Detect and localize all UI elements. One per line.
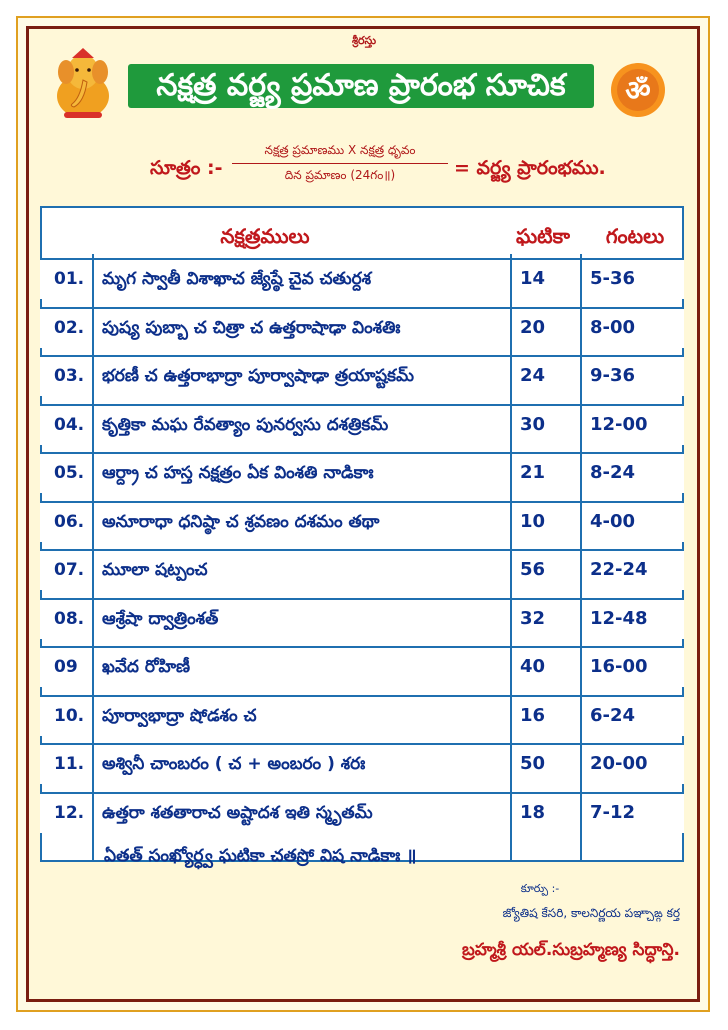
table-row — [40, 598, 684, 639]
row-nakshatra-verse: మూలా షట్పంచ — [102, 560, 208, 580]
row-nakshatra-verse: కృత్తికా మఘ రేవత్యాం పునర్వసు దశత్రికమ్ — [102, 414, 389, 435]
row-nakshatra-verse: ఆశ్రేషా ద్వాత్రింశత్ — [102, 608, 219, 629]
row-ghatika: 50 — [520, 753, 546, 774]
row-number: 03. — [54, 366, 85, 386]
row-nakshatra-verse: భరణీ చ ఉత్తరాభాద్రా పూర్వాషాఢా త్రయాష్టకమ్ — [102, 366, 414, 386]
svg-text:ॐ: ॐ — [625, 74, 651, 107]
row-nakshatra-verse: మృగ స్వాతీ విశాఖాచ జ్యేష్ఠే చైవ చతుర్దశ — [102, 269, 372, 289]
row-ghatika: 40 — [520, 656, 546, 677]
table-row — [40, 646, 684, 687]
row-nakshatra-verse: ఆర్ద్రా చ హస్త నక్షత్రం ఏక వింశతి నాడికాః — [102, 463, 374, 483]
row-number: 08. — [54, 608, 85, 629]
table-row — [40, 743, 684, 784]
table-row — [40, 792, 684, 833]
column-divider — [510, 254, 512, 860]
table-row — [40, 452, 684, 493]
table-row — [40, 549, 684, 590]
row-nakshatra-verse: అశ్వినీ చాంబరం ( చ + అంబరం ) శరః — [102, 754, 366, 774]
header-hours: గంటలు — [605, 224, 665, 248]
formula-label: సూత్రం :- — [150, 157, 223, 179]
row-nakshatra-verse: అనూరాధా ధనిష్ఠా చ శ్రవణం దశమం తథా — [102, 511, 380, 532]
row-ghatika: 18 — [520, 801, 546, 823]
page-title: నక్షత్ర వర్జ్య ప్రమాణ ప్రారంభ సూచిక — [128, 64, 594, 108]
row-number: 09 — [54, 657, 78, 677]
row-ghatika: 10 — [520, 510, 546, 532]
row-ghatika: 14 — [520, 268, 546, 289]
row-number: 10. — [54, 705, 85, 726]
header-ghatika: ఘటికా — [516, 224, 570, 248]
formula-denominator: దిన ప్రమాణం (24గం॥) — [284, 168, 396, 182]
row-number: 11. — [54, 754, 85, 774]
column-divider — [92, 254, 94, 860]
om-icon — [610, 62, 666, 118]
formula-fraction-bar — [232, 163, 448, 164]
table-row — [40, 307, 684, 348]
row-hours: 6-24 — [590, 704, 636, 726]
row-hours: 16-00 — [590, 656, 648, 677]
row-number: 12. — [54, 802, 85, 823]
formula-result: = వర్జ్య ప్రారంభము. — [454, 157, 606, 179]
row-number: 07. — [54, 560, 85, 580]
table-row — [40, 404, 684, 445]
row-hours: 22-24 — [590, 559, 648, 580]
row-number: 06. — [54, 511, 85, 532]
row-nakshatra-verse: పుష్య పుబ్బా చ చిత్రా చ ఉత్తరాషాఢా వింశతిః — [102, 317, 401, 338]
credit-title: జ్యోతిష కేసరి, కాలనిర్ణయ పఞ్చాఙ్గ కర్త — [502, 906, 680, 920]
table-row — [40, 695, 684, 736]
table-row — [40, 355, 684, 396]
row-hours: 4-00 — [590, 510, 636, 532]
row-nakshatra-verse: ఖవేద రోహిణీ — [102, 657, 191, 677]
row-ghatika: 21 — [520, 462, 546, 483]
row-hours: 9-36 — [590, 365, 636, 386]
row-number: 02. — [54, 317, 85, 338]
blessing-text: శ్రీరస్తు — [351, 34, 377, 47]
table-footer-verse: ఏతత్ సంఖ్యోర్ధ్వ ఘటికా చతస్రో విష నాడికాః ॥ — [104, 846, 417, 866]
row-hours: 7-12 — [590, 801, 636, 823]
ganesha-icon — [44, 44, 122, 122]
row-hours: 8-00 — [590, 316, 636, 338]
row-nakshatra-verse: ఉత్తరా శతతారాచ అష్టాదశ ఇతి స్మృతమ్ — [102, 802, 373, 823]
row-ghatika: 20 — [520, 316, 546, 338]
row-hours: 20-00 — [590, 753, 648, 774]
row-number: 05. — [54, 463, 85, 483]
row-nakshatra-verse: పూర్వాభాద్రా షోడశం చ — [102, 705, 257, 726]
formula-numerator: నక్షత్ర ప్రమాణము X నక్షత్ర ధృవం — [264, 143, 416, 157]
row-ghatika: 56 — [520, 559, 546, 580]
credit-name: బ్రహ్మశ్రీ యల్.సుబ్రహ్మణ్య సిద్ధాన్తి. — [462, 940, 680, 960]
row-hours: 8-24 — [590, 462, 636, 483]
row-number: 04. — [54, 414, 85, 435]
table-row — [40, 258, 684, 299]
table-row — [40, 501, 684, 542]
row-hours: 5-36 — [590, 268, 636, 289]
column-divider — [580, 254, 582, 860]
header-nakshatras: నక్షత్రములు — [220, 224, 310, 248]
row-hours: 12-48 — [590, 607, 648, 629]
row-number: 01. — [54, 269, 85, 289]
row-ghatika: 16 — [520, 704, 546, 726]
row-ghatika: 30 — [520, 413, 546, 435]
row-ghatika: 32 — [520, 607, 546, 629]
row-hours: 12-00 — [590, 413, 648, 435]
credit-heading: కూర్పు :- — [520, 882, 560, 895]
row-ghatika: 24 — [520, 365, 546, 386]
